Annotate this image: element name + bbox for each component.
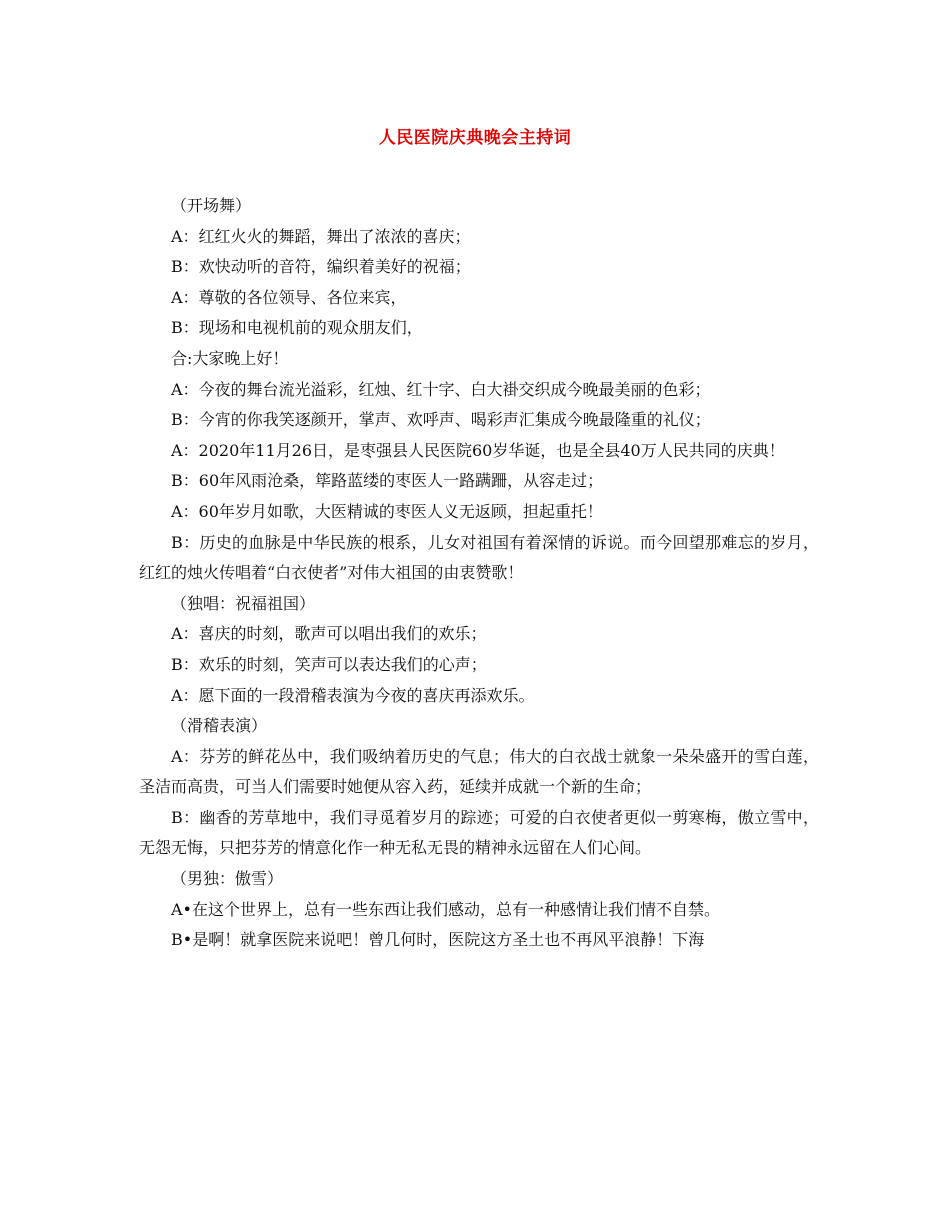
paragraph: B：历史的血脉是中华民族的根系，儿女对祖国有着深情的诉说。而今回望那难忘的岁月，红红的烛火传唱着“白衣使者”对伟大祖国的由衷赞歌！ [139, 532, 819, 583]
paragraph: A：60年岁月如歌，大医精诚的枣医人义无返顾，担起重托！ [171, 501, 603, 521]
paragraph: （男独：傲雪） [171, 869, 284, 889]
paragraph: （独唱：祝福祖国） [171, 593, 316, 613]
paragraph: A：芬芳的鲜花丛中，我们吸纳着历史的气息；伟大的白衣战士就象一朵朵盛开的雪白莲，圣洁而高贵，可当人们需要时她便从容入药，延续并成就一个新的生命； [139, 746, 819, 797]
paragraph: B：欢乐的时刻，笑声可以表达我们的心声； [171, 654, 487, 674]
paragraph: A：愿下面的一段滑稽表演为今夜的喜庆再添欢乐。 [171, 685, 535, 705]
document-body [139, 191, 819, 956]
paragraph: （开场舞） [171, 196, 252, 215]
paragraph: B：今宵的你我笑逐颜开，掌声、欢呼声、喝彩声汇集成今晚最隆重的礼仪； [171, 410, 711, 430]
paragraph: B：欢快动听的音符，编织着美好的祝福； [171, 257, 471, 277]
paragraph: A：尊敬的各位领导、各位来宾， [171, 287, 407, 307]
document-title: 人民医院庆典晚会主持词 [378, 128, 572, 148]
paragraph: （滑稽表演） [171, 716, 268, 736]
paragraph: B：幽香的芳草地中，我们寻觅着岁月的踪迹；可爱的白衣使者更似一剪寒梅，傲立雪中，无怨无悔，只把芬芳的情意化作一种无私无畏的精神永远留在人们心间。 [139, 807, 819, 858]
paragraph: A：今夜的舞台流光溢彩，红烛、红十字、白大褂交织成今晚最美丽的色彩； [171, 379, 711, 399]
paragraph: B：现场和电视机前的观众朋友们， [171, 318, 423, 338]
paragraph: A：红红火火的舞蹈，舞出了浓浓的喜庆； [171, 226, 471, 246]
paragraph: A：2020年11月26日，是枣强县人民医院60岁华诞，也是全县40万人民共同的庆典！ [171, 440, 785, 460]
paragraph: 合:大家晚上好！ [171, 348, 289, 368]
paragraph: A•在这个世界上，总有一些东西让我们感动，总有一种感情让我们情不自禁。 [171, 899, 720, 919]
paragraph: B：60年风雨沧桑，筚路蓝缕的枣医人一路蹒跚，从容走过； [171, 471, 604, 491]
paragraph: A：喜庆的时刻，歌声可以唱出我们的欢乐； [171, 624, 487, 644]
paragraph: B•是啊！就拿医院来说吧！曾几何时，医院这方圣土也不再风平浪静！下海 [171, 930, 705, 950]
